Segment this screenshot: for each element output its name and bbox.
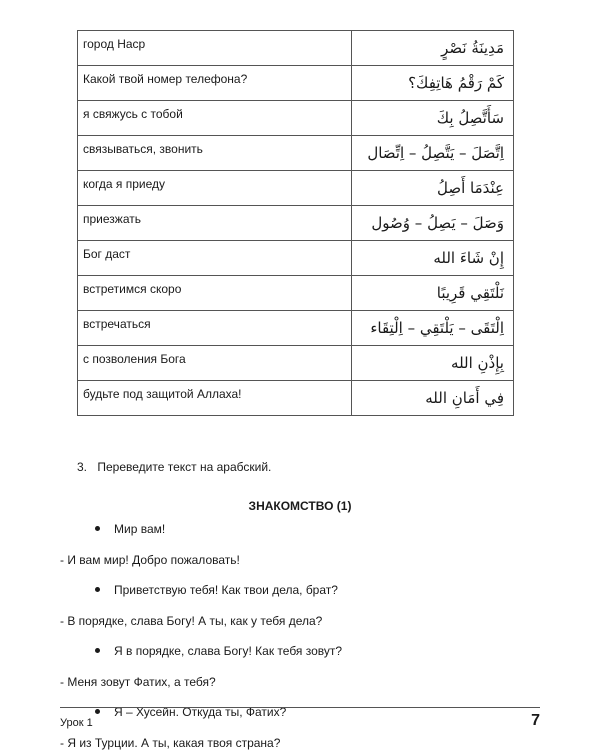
vocab-russian: связываться, звонить <box>78 136 352 171</box>
footer-lesson-label: Урок 1 <box>60 717 93 729</box>
dialogue-text-line: - И вам мир! Добро пожаловать! <box>60 552 240 567</box>
vocab-row <box>78 381 514 416</box>
dialogue-line-bullet <box>95 522 165 536</box>
dialogue-text-line: Мир вам! <box>114 522 166 536</box>
dialogue-text-line: Я в порядке, слава Богу! Как тебя зовут? <box>114 644 343 658</box>
vocab-arabic: بِإِذْنِ الله <box>352 346 514 381</box>
dialogue-text-line: Приветствую тебя! Как твои дела, брат? <box>114 583 338 597</box>
vocab-arabic: وَصَلَ – يَصِلُ – وُصُول <box>352 206 514 241</box>
dialogue-line-reply <box>60 614 322 628</box>
task-text: Переведите текст на арабский. <box>97 460 272 474</box>
task-number: 3. <box>77 460 88 474</box>
dialogue-line-reply <box>60 736 280 750</box>
bullet-icon <box>95 648 100 653</box>
vocab-row <box>78 66 514 101</box>
vocab-arabic: اِتَّصَلَ – يَتَّصِلُ – اِتِّصَال <box>352 136 514 171</box>
vocab-row <box>78 136 514 171</box>
dialogue-line-reply <box>60 675 216 689</box>
vocab-russian: город Наср <box>78 31 352 66</box>
bullet-icon <box>95 709 100 714</box>
dialogue-line-reply <box>60 553 240 567</box>
vocab-arabic: عِنْدَمَا أَصِلُ <box>352 171 514 206</box>
vocab-arabic: نَلْتَقِي قَرِيبًا <box>352 276 514 311</box>
dialogue-text-line: Я – Хусейн. Откуда ты, Фатих? <box>114 705 287 719</box>
dialogue-line-bullet <box>95 644 342 658</box>
page-number: 7 <box>531 712 540 729</box>
vocab-russian: Бог даст <box>78 241 352 276</box>
vocab-russian: встретимся скоро <box>78 276 352 311</box>
dialogue-text-line: - Меня зовут Фатих, а тебя? <box>60 674 216 689</box>
task-instruction <box>77 460 271 474</box>
vocab-row <box>78 171 514 206</box>
dialogue-text-line: - Я из Турции. А ты, какая твоя страна? <box>60 735 281 750</box>
vocab-russian: с позволения Бога <box>78 346 352 381</box>
vocab-row <box>78 276 514 311</box>
vocab-russian: я свяжусь с тобой <box>78 101 352 136</box>
vocab-arabic: اِلْتَقَى – يَلْتَقِي – اِلْتِقَاء <box>352 311 514 346</box>
bullet-icon <box>95 526 100 531</box>
footer-divider <box>60 707 540 708</box>
vocab-row <box>78 346 514 381</box>
vocab-arabic: فِي أَمَانِ الله <box>352 381 514 416</box>
bullet-icon <box>95 587 100 592</box>
vocab-row <box>78 31 514 66</box>
vocab-row <box>78 311 514 346</box>
vocab-arabic: مَدِينَةُ نَصْرٍ <box>352 31 514 66</box>
vocab-arabic: كَمْ رَقْمُ هَاتِفِكَ؟ <box>352 66 514 101</box>
exercise-title: ЗНАКОМСТВО (1) <box>248 499 352 513</box>
vocab-row <box>78 206 514 241</box>
vocab-row <box>78 101 514 136</box>
vocab-row <box>78 241 514 276</box>
vocab-arabic: إِنْ شَاءَ الله <box>352 241 514 276</box>
vocab-russian: будьте под защитой Аллаха! <box>78 381 352 416</box>
dialogue-line-bullet <box>95 583 338 597</box>
vocabulary-table <box>77 30 514 416</box>
dialogue-text-line: - В порядке, слава Богу! А ты, как у тебя дела? <box>60 613 323 628</box>
vocab-russian: когда я приеду <box>78 171 352 206</box>
vocab-russian: Какой твой номер телефона? <box>78 66 352 101</box>
vocab-arabic: سَأَتَّصِلُ بِكَ <box>352 101 514 136</box>
vocab-russian: встречаться <box>78 311 352 346</box>
vocab-russian: приезжать <box>78 206 352 241</box>
